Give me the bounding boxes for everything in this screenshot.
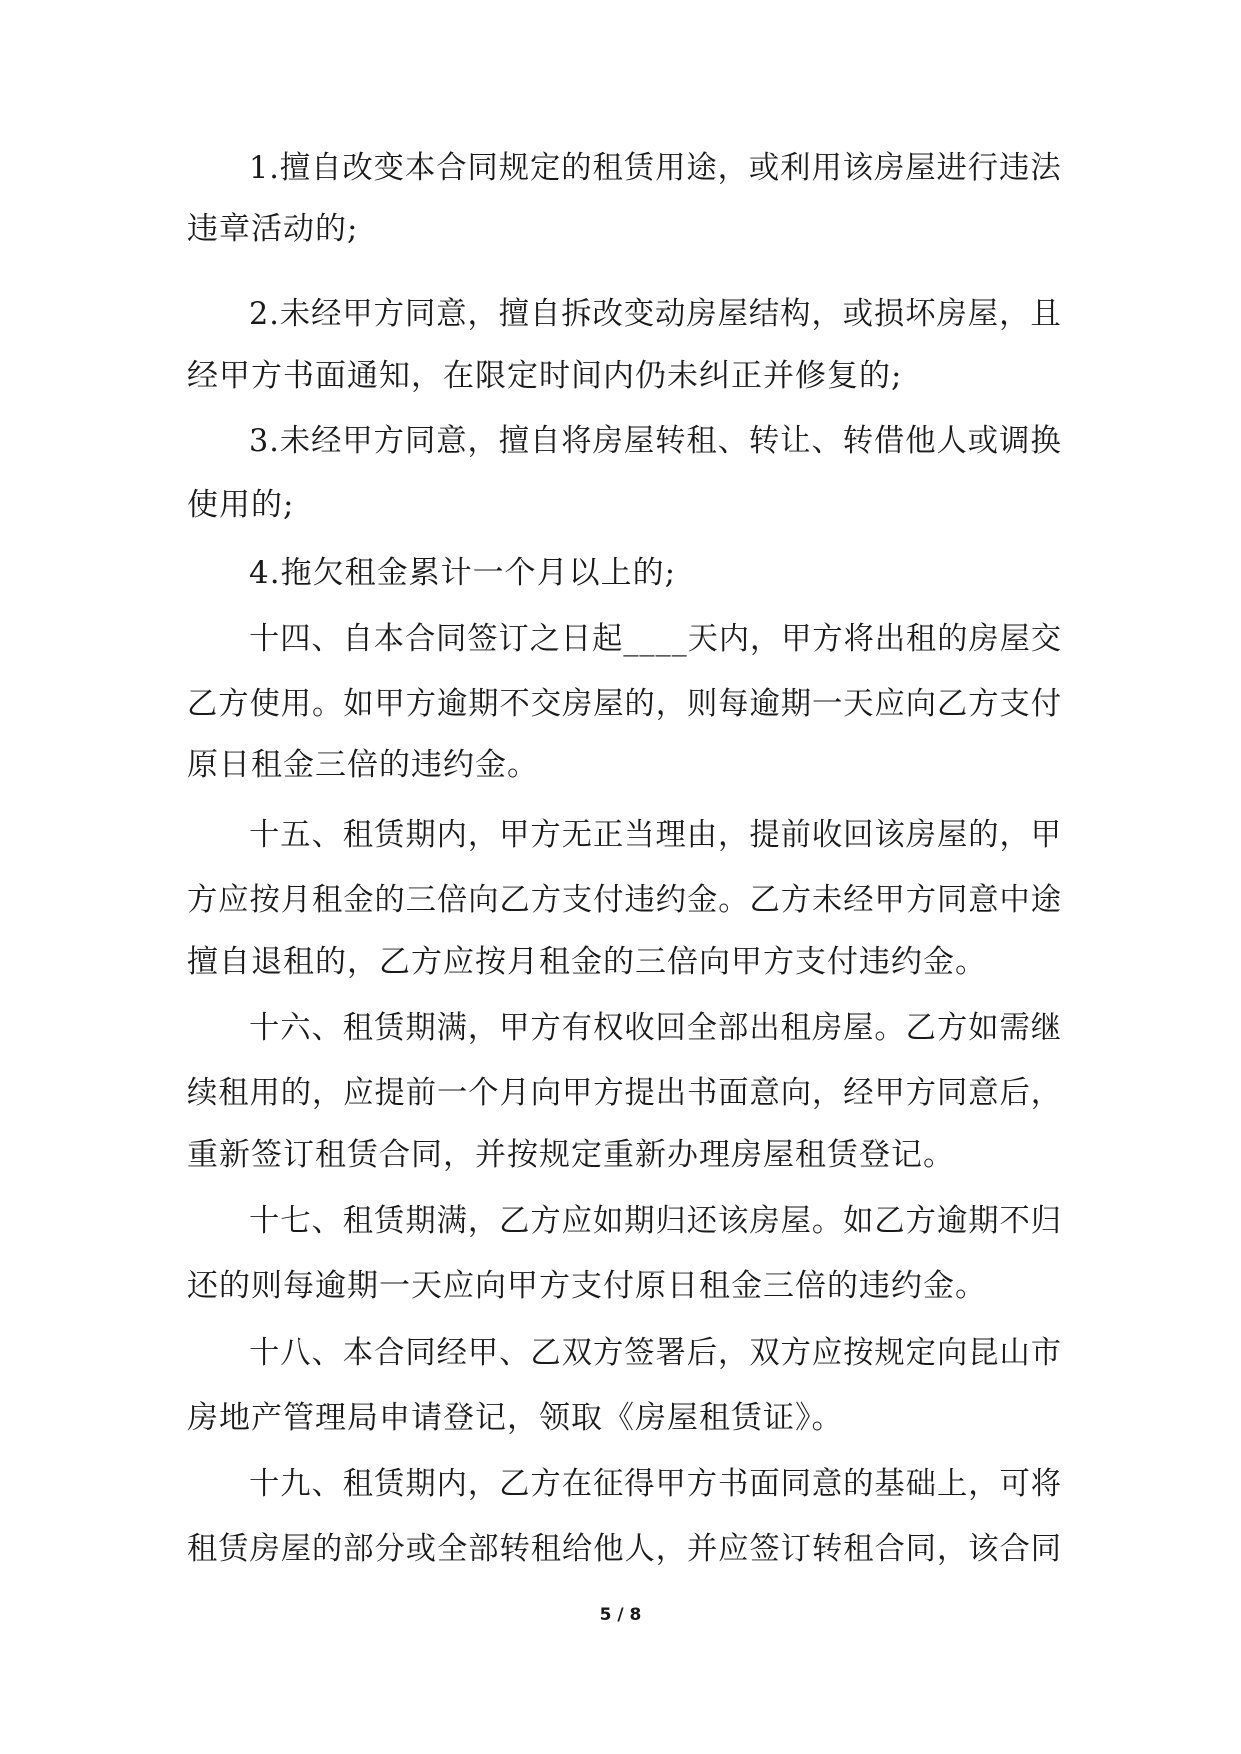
text-line: 1.擅自改变本合同规定的租赁用途，或利用该房屋进行违法 bbox=[249, 150, 1062, 186]
text-line: 原日租金三倍的违约金。 bbox=[187, 747, 539, 783]
text-line: 重新签订租赁合同，并按规定重新办理房屋租赁登记。 bbox=[187, 1137, 955, 1173]
text-line: 十四、自本合同签订之日起____天内，甲方将出租的房屋交 bbox=[249, 621, 1062, 657]
text-line: 擅自退租的，乙方应按月租金的三倍向甲方支付违约金。 bbox=[187, 944, 987, 980]
text-line: 3.未经甲方同意，擅自将房屋转租、转让、转借他人或调换 bbox=[249, 423, 1062, 459]
text-line: 十七、租赁期满，乙方应如期归还该房屋。如乙方逾期不归 bbox=[249, 1203, 1063, 1239]
text-line: 乙方使用。如甲方逾期不交房屋的，则每逾期一天应向乙方支付 bbox=[187, 686, 1063, 722]
text-line: 使用的; bbox=[187, 487, 295, 523]
text-line: 还的则每逾期一天应向甲方支付原日租金三倍的违约金。 bbox=[187, 1268, 987, 1304]
text-line: 十五、租赁期内，甲方无正当理由，提前收回该房屋的，甲 bbox=[249, 817, 1063, 853]
text-line: 十八、本合同经甲、乙双方签署后，双方应按规定向昆山市 bbox=[249, 1335, 1063, 1371]
text-line: 违章活动的; bbox=[187, 211, 359, 247]
text-line: 租赁房屋的部分或全部转租给他人，并应签订转租合同，该合同 bbox=[187, 1531, 1063, 1567]
text-line: 续租用的，应提前一个月向甲方提出书面意向，经甲方同意后， bbox=[187, 1075, 1063, 1111]
text-line: 经甲方书面通知，在限定时间内仍未纠正并修复的; bbox=[187, 358, 903, 394]
text-line: 十六、租赁期满，甲方有权收回全部出租房屋。乙方如需继 bbox=[249, 1010, 1063, 1046]
text-line: 十九、租赁期内，乙方在征得甲方书面同意的基础上，可将 bbox=[249, 1466, 1063, 1502]
text-line: 房地产管理局申请登记，领取《房屋租赁证》。 bbox=[187, 1400, 844, 1436]
page-number: 5 / 8 bbox=[599, 1605, 642, 1625]
text-line: 方应按月租金的三倍向乙方支付违约金。乙方未经甲方同意中途 bbox=[187, 882, 1063, 918]
text-line: 2.未经甲方同意，擅自拆改变动房屋结构，或损坏房屋，且 bbox=[249, 296, 1062, 332]
text-line: 4.拖欠租金累计一个月以上的; bbox=[249, 555, 677, 591]
